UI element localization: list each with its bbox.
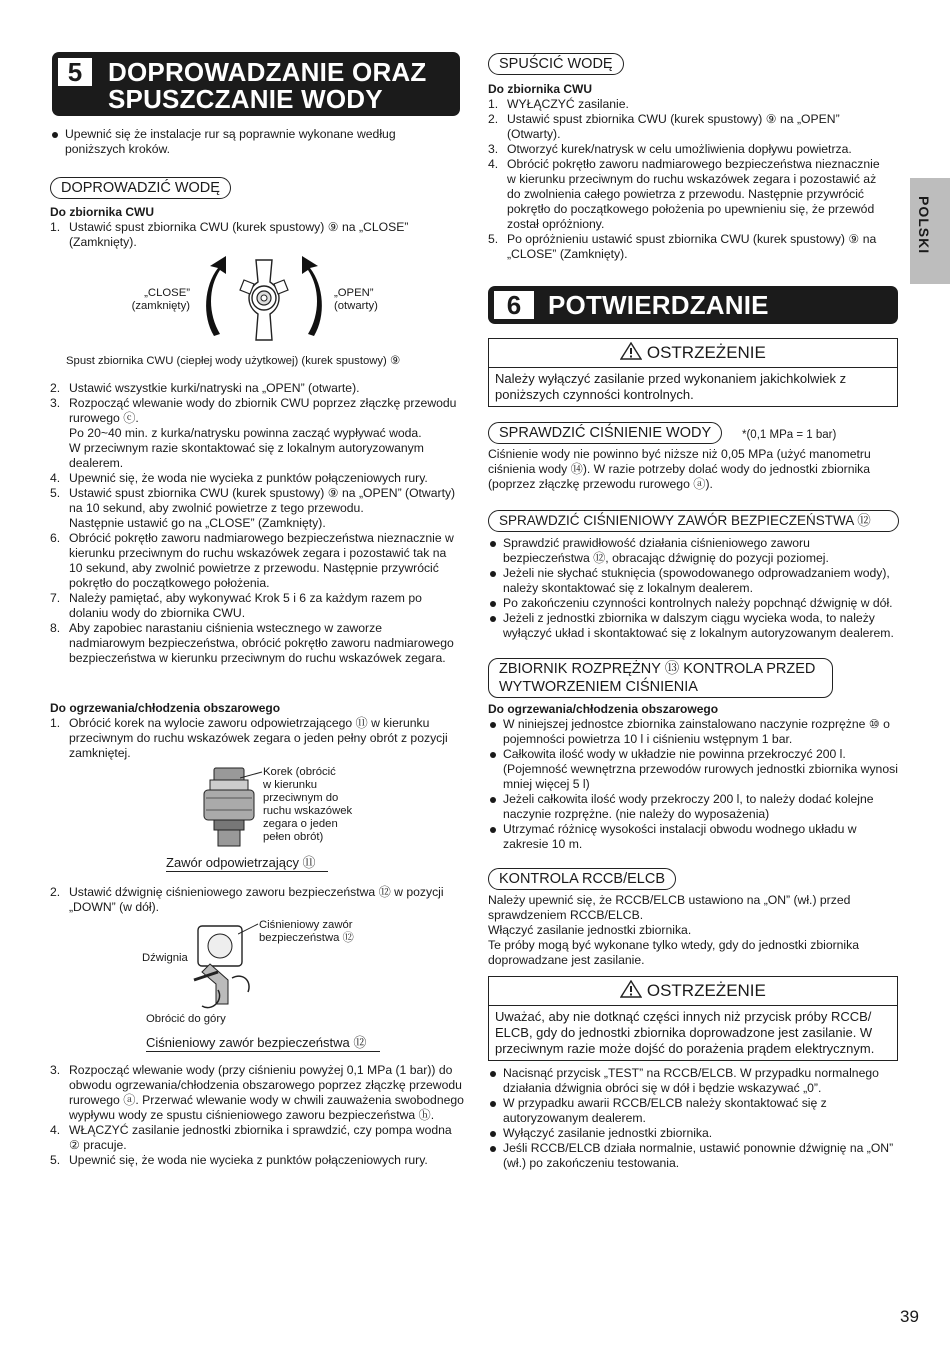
valve-label: Ciśnieniowy zawór bezpieczeństwa ⑫ bbox=[259, 919, 354, 944]
step-text: Rozpocząć wlewanie wody do zbiornik CWU poprzez złączkę przewodu rurowego ⓒ. Po 20~40 min. z kurka/natrysku powinna zacząć wypływać woda. W przeciwnym razie skontaktować się z lokalnym autoryzowanym dealerem. bbox=[69, 396, 457, 470]
step-number: 8. bbox=[50, 621, 61, 635]
step-text: Obrócić pokrętło zaworu nadmiarowego bezpieczeństwa nieznacznie w kierunku przeciwnym do ruchu wskazówek zegara i pozostawić tak na 10 sekund, aby zwolnić powietrze z przewodu. Następnie przywrócić pokrętło do początkowego położenia. bbox=[69, 531, 454, 590]
heating-step1-list bbox=[50, 716, 460, 761]
step-number: 4. bbox=[50, 471, 61, 485]
expansion-pill-line1: ZBIORNIK ROZPRĘŻNY ⑬ KONTROLA PRZED bbox=[499, 661, 816, 677]
step-item bbox=[50, 396, 460, 471]
step-number: 5. bbox=[50, 1153, 61, 1167]
step-item bbox=[50, 486, 460, 531]
step-number: 2. bbox=[488, 112, 499, 126]
step-item bbox=[50, 531, 460, 591]
step-number: 7. bbox=[50, 591, 61, 605]
bullet-item: Jeżeli z jednostki zbiornika w dalszym ciągu wycieka woda, to należy wyłączyć układ i skontaktować się z lokalnym autoryzowanym dealerem. bbox=[488, 611, 898, 641]
fill-cwu-heading: Do zbiornika CWU bbox=[50, 205, 154, 219]
expansion-heading: Do ogrzewania/chłodzenia obszarowego bbox=[488, 702, 719, 716]
step-number: 5. bbox=[50, 486, 61, 500]
step-text: Otworzyć kurek/natrysk w celu umożliwienia dopływu powietrza. bbox=[507, 142, 852, 156]
step-number: 3. bbox=[488, 142, 499, 156]
section6-header bbox=[488, 286, 898, 324]
language-tab-label: POLSKI bbox=[916, 196, 932, 255]
step-number: 2. bbox=[50, 381, 61, 395]
step-item bbox=[50, 621, 460, 666]
air-purge-caption: Zawór odpowietrzający ⑪ bbox=[166, 855, 328, 872]
heating-step-2: 2. Ustawić dźwignię ciśnieniowego zaworu bezpieczeństwa ⑫ w pozycji „DOWN” (w dół). bbox=[50, 885, 444, 914]
step-number: 4. bbox=[488, 157, 499, 171]
warning-box-1 bbox=[488, 338, 898, 407]
bullet-item: Po zakończeniu czynności kontrolnych należy popchnąć dźwignię w dół. bbox=[488, 596, 898, 611]
section5-number: 5 bbox=[58, 58, 92, 86]
bullet-item: Jeżeli nie słychać stuknięcia (spowodowanego odprowadzaniem wody), należy skontaktować się z lokalnym dealerem. bbox=[488, 566, 898, 596]
heating-heading: Do ogrzewania/chłodzenia obszarowego bbox=[50, 701, 281, 715]
section5-intro bbox=[50, 127, 430, 157]
step-item bbox=[488, 157, 888, 232]
step-text: Rozpocząć wlewanie wody (przy ciśnieniu powyżej 0,1 MPa (1 bar)) do obwodu ogrzewania/chłodzenia obszarowego poprzez złączkę przewodu rurowego ⓐ. Przerwać wlewanie wody w chwili zauważenia swobodnego wypływu wody ze spustu ciśnieniowego zaworu bezpieczeństwa ⓗ. bbox=[69, 1063, 464, 1122]
step-item bbox=[50, 471, 460, 486]
step-item bbox=[50, 591, 460, 621]
heating-steps-list bbox=[50, 1063, 465, 1168]
step-number: 3. bbox=[50, 396, 61, 410]
fill-steps-list bbox=[50, 381, 460, 666]
drain-knob-caption: Spust zbiornika CWU (ciepłej wody użytkowej) (kurek spustowy) ⑨ bbox=[66, 355, 401, 367]
relief-valve-pill: SPRAWDZIĆ CIŚNIENIOWY ZAWÓR BEZPIECZEŃSTWA ⑫ bbox=[488, 510, 899, 532]
rccb-text: Należy upewnić się, że RCCB/ELCB ustawiono na „ON” (wł.) przed sprawdzeniem RCCB/ELCB. Włączyć zasilanie jednostki zbiornika. Te próby mogą być wykonane tylko wtedy, gdy do jednostki zbiornika doprowadzane jest zasilanie. bbox=[488, 893, 860, 967]
warning-icon bbox=[620, 342, 642, 360]
pressure-text: Ciśnienie wody nie powinno być niższe niż 0,05 MPa (użyć manometru ciśnienia wody ⑭). W razie potrzeby dolać wody do jednostki zbiornika (poprzez złączkę przewodu rurowego ⓐ). bbox=[488, 447, 871, 491]
pointer-line bbox=[240, 770, 264, 784]
language-tab bbox=[910, 178, 950, 284]
warning-text-1: Należy wyłączyć zasilanie przed wykonaniem jakichkolwiek z poniższych czynności kontrolnych. bbox=[495, 371, 847, 402]
open-label: „OPEN” (otwarty) bbox=[334, 287, 378, 312]
heating-step-1: 1. Obrócić korek na wylocie zaworu odpowietrzającego ⑪ w kierunku przeciwnym do ruchu wskazówek zegara o jeden pełny obrót z pozycji zamkniętej. bbox=[50, 716, 448, 760]
bullet-item: Sprawdzić prawidłowość działania ciśnieniowego zaworu bezpieczeństwa ⑫, obracając dźwignię do pozycji poziomej. bbox=[488, 536, 898, 566]
section5-title-line1: DOPROWADZANIE ORAZ bbox=[108, 57, 427, 87]
valve-caption: Ciśnieniowy zawór bezpieczeństwa ⑫ bbox=[146, 1035, 380, 1052]
expansion-list bbox=[488, 717, 898, 852]
drain-knob-figure bbox=[120, 254, 400, 346]
bullet-item: Jeśli RCCB/ELCB działa normalnie, ustawić ponownie dźwignię na „ON” (wł.) po zakończeniu testowania. bbox=[488, 1141, 898, 1171]
step-text: WŁĄCZYĆ zasilanie jednostki zbiornika i sprawdzić, czy pompa wodna ② pracuje. bbox=[69, 1123, 452, 1152]
section6-title: POTWIERDZANIE bbox=[548, 290, 769, 320]
step-item bbox=[50, 1123, 465, 1153]
step-item bbox=[488, 232, 888, 262]
bullet-item: Nacisnąć przycisk „TEST” na RCCB/ELCB. W przypadku normalnego działania dźwignia obróci się w dół i będzie wskazywać „0”. bbox=[488, 1066, 898, 1096]
expansion-pill-line2: WYTWORZENIEM CIŚNIENIA bbox=[499, 679, 698, 695]
pressure-pill: SPRAWDZIĆ CIŚNIENIE WODY bbox=[488, 422, 722, 444]
step-item bbox=[50, 1153, 465, 1168]
step-item bbox=[50, 1063, 465, 1123]
step-text: Ustawić spust zbiornika CWU (kurek spustowy) ⑨ na „OPEN” (Otwarty) na 10 sekund, aby zwolnić powietrze z tego przewodu. Następnie ustawić go na „CLOSE” (Zamknięty). bbox=[69, 486, 456, 530]
relief-valve-list bbox=[488, 536, 898, 641]
close-label: „CLOSE” (zamknięty) bbox=[131, 287, 190, 312]
drain-water-pill: SPUŚCIĆ WODĘ bbox=[488, 53, 624, 75]
step-item bbox=[488, 142, 888, 157]
warning-header-2 bbox=[489, 977, 897, 1006]
fill-step-1: 1. Ustawić spust zbiornika CWU (kurek spustowy) ⑨ na „CLOSE” (Zamknięty). bbox=[50, 220, 409, 249]
fill-water-pill: DOPROWADZIĆ WODĘ bbox=[50, 177, 231, 199]
step-text: Upewnić się, że woda nie wycieka z punktów połączeniowych rury. bbox=[69, 1153, 428, 1167]
bullet-item: Wyłączyć zasilanie jednostki zbiornika. bbox=[488, 1126, 898, 1141]
rotate-label: Obrócić do góry bbox=[146, 1013, 226, 1025]
bullet-item: Utrzymać różnicę wysokości instalacji obwodu wodnego układu w zakresie 10 m. bbox=[488, 822, 898, 852]
drain-knob-icon bbox=[196, 254, 332, 346]
expansion-pill bbox=[488, 658, 833, 698]
lever-label: Dźwignia bbox=[142, 952, 188, 964]
section5-title-line2: SPUSZCZANIE WODY bbox=[108, 84, 383, 114]
step-text: WYŁĄCZYĆ zasilanie. bbox=[507, 97, 629, 111]
warning-icon bbox=[620, 980, 642, 998]
step-text: Aby zapobiec narastaniu ciśnienia wstecznego w zaworze nadmiarowym bezpieczeństwa, obrócić pokrętło zaworu nadmiarowego bezpieczeństwa w kierunku przeciwnym do ruchu wskazówek zegara. bbox=[69, 621, 454, 665]
step-number: 3. bbox=[50, 1063, 61, 1077]
warning-box-2 bbox=[488, 976, 898, 1061]
step-text: Ustawić spust zbiornika CWU (kurek spustowy) ⑨ na „OPEN” (Otwarty). bbox=[507, 112, 840, 141]
step-text: Ustawić wszystkie kurki/natryski na „OPEN” (otwarte). bbox=[69, 381, 360, 395]
step-number: 4. bbox=[50, 1123, 61, 1137]
bullet-item: Całkowita ilość wody w układzie nie powinna przekroczyć 200 l. (Pojemność wewnętrzna przewodów rurowych jednostki zbiornika wynosi mniej więcej 5 l) bbox=[488, 747, 898, 792]
air-purge-label: Korek (obrócić w kierunku przeciwnym do ruchu wskazówek zegara o jeden pełen obrót) bbox=[263, 766, 353, 843]
section6-number: 6 bbox=[494, 291, 534, 319]
drain-heading: Do zbiornika CWU bbox=[488, 82, 592, 96]
bullet-item: W niniejszej jednostce zbiornika zainstalowano naczynie rozprężne ⑩ o pojemności powietrza 10 l i ciśnieniu wstępnym 1 bar. bbox=[488, 717, 898, 747]
rccb-list bbox=[488, 1066, 898, 1171]
drain-steps-list bbox=[488, 97, 888, 262]
bullet-item: W przypadku awarii RCCB/ELCB należy skontaktować się z autoryzowanym dealerem. bbox=[488, 1096, 898, 1126]
pressure-note: *(0,1 MPa = 1 bar) bbox=[742, 429, 837, 441]
valve-pointer bbox=[238, 922, 260, 936]
step-item bbox=[488, 97, 888, 112]
step-text: Obrócić pokrętło zaworu nadmiarowego bezpieczeństwa nieznacznie w kierunku przeciwnym do ruchu wskazówek zegara i pozostawić aż do zwolnienia całego powietrza z przewodu. Następnie przywrócić pokrętło do początkowego położenia po upewnieniu się, że przewód został opróżniony. bbox=[507, 157, 880, 231]
bullet-item: Jeżeli całkowita ilość wody przekroczy 200 l, to należy dodać kolejne naczynie rozprężne. (nie należy do wyposażenia) bbox=[488, 792, 898, 822]
warning-title-1: OSTRZEŻENIE bbox=[646, 343, 766, 362]
page-number: 39 bbox=[900, 1307, 919, 1326]
warning-text-2: Uważać, aby nie dotknąć części innych niż przycisk próby RCCB/ ELCB, gdy do jednostki zbiornika doprowadzone jest zasilanie. W przeciwnym razie może dojść do porażenia prądem elektrycznym. bbox=[495, 1009, 875, 1056]
rccb-pill: KONTROLA RCCB/ELCB bbox=[488, 868, 676, 890]
warning-title-2: OSTRZEŻENIE bbox=[646, 981, 766, 1000]
step-text: Po opróżnieniu ustawić spust zbiornika CWU (kurek spustowy) ⑨ na „CLOSE” (Zamknięty). bbox=[507, 232, 877, 261]
intro-item: Upewnić się że instalacje rur są poprawnie wykonane według poniższych kroków. bbox=[50, 127, 430, 157]
warning-header-1 bbox=[489, 339, 897, 368]
step-number: 6. bbox=[50, 531, 61, 545]
step-item bbox=[488, 112, 888, 142]
heating-step2-list bbox=[50, 885, 460, 915]
section5-header bbox=[52, 52, 460, 116]
step-number: 5. bbox=[488, 232, 499, 246]
step-text: Należy pamiętać, aby wykonywać Krok 5 i 6 za każdym razem po dolaniu wody do zbiornika CWU. bbox=[69, 591, 422, 620]
step-item bbox=[50, 381, 460, 396]
step-text: Upewnić się, że woda nie wycieka z punktów połączeniowych rury. bbox=[69, 471, 428, 485]
fill-step1-list bbox=[50, 220, 440, 250]
step-number: 1. bbox=[488, 97, 499, 111]
